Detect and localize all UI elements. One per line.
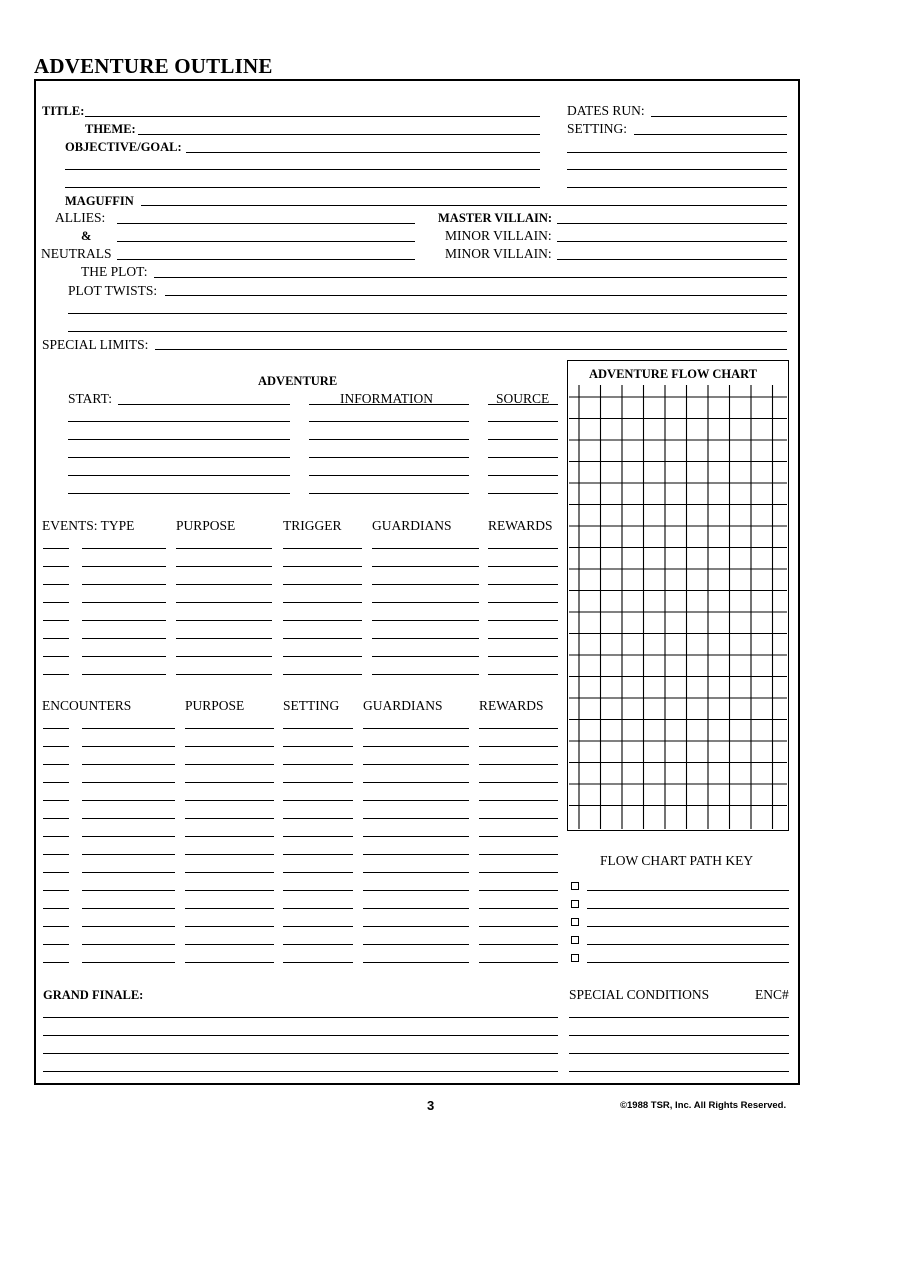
source-label: SOURCE [496,391,550,406]
the-plot-field[interactable] [154,277,787,278]
event-row-cell[interactable] [372,548,479,549]
master-villain-field[interactable] [557,223,787,224]
event-row-cell[interactable] [43,620,69,621]
minor-villain-label-2: MINOR VILLAIN: [445,246,552,261]
plot-twists-label: PLOT TWISTS: [68,283,158,298]
encounter-row-cell[interactable] [479,764,558,765]
encounter-row-cell[interactable] [82,854,175,855]
start-field[interactable] [118,404,290,405]
encounter-row-cell[interactable] [283,944,353,945]
setting-field-line-2[interactable] [567,152,787,153]
events-purpose-header: PURPOSE [176,518,236,533]
path-key-checkbox[interactable] [571,936,579,944]
encounter-row-cell[interactable] [283,728,353,729]
encounter-row-cell[interactable] [82,728,175,729]
special-conditions-line[interactable] [569,1053,789,1054]
encounter-row-cell[interactable] [283,836,353,837]
dates-run-field[interactable] [651,116,787,117]
encounter-row-cell[interactable] [363,746,469,747]
encounter-row-cell[interactable] [82,890,175,891]
event-row-cell[interactable] [176,656,272,657]
encounter-row-cell[interactable] [479,944,558,945]
event-row-cell[interactable] [488,566,558,567]
event-row-cell[interactable] [283,584,362,585]
encounter-row-cell[interactable] [479,908,558,909]
event-row-cell[interactable] [488,656,558,657]
encounter-row-cell[interactable] [479,818,558,819]
encounter-row-cell[interactable] [479,782,558,783]
event-row-cell[interactable] [43,566,69,567]
encounter-row-cell[interactable] [43,818,69,819]
encounter-row-cell[interactable] [363,836,469,837]
encounter-row-cell[interactable] [283,872,353,873]
event-row-cell[interactable] [176,566,272,567]
minor-villain-label-1: MINOR VILLAIN: [445,228,552,243]
objective-field-line-2[interactable] [65,169,540,170]
path-key-checkbox[interactable] [571,954,579,962]
encounters-header: ENCOUNTERS [42,698,132,713]
event-row-cell[interactable] [488,620,558,621]
event-row-cell[interactable] [82,638,166,639]
encounter-row-cell[interactable] [479,728,558,729]
ampersand-label: & [81,229,92,243]
encounter-row-cell[interactable] [479,926,558,927]
encounter-row-cell[interactable] [185,764,274,765]
event-row-cell[interactable] [176,584,272,585]
encounter-row-cell[interactable] [363,728,469,729]
adventure-row-line[interactable] [68,457,290,458]
event-row-cell[interactable] [43,656,69,657]
event-row-cell[interactable] [283,548,362,549]
allies-field-line-2[interactable] [117,241,415,242]
maguffin-label: MAGUFFIN [65,194,134,208]
information-row-line[interactable] [309,475,469,476]
event-row-cell[interactable] [372,566,479,567]
page-number: 3 [427,1098,435,1113]
encounter-row-cell[interactable] [363,782,469,783]
event-row-cell[interactable] [283,638,362,639]
event-row-cell[interactable] [488,674,558,675]
event-row-cell[interactable] [82,674,166,675]
source-row-line[interactable] [488,493,558,494]
path-key-checkbox[interactable] [571,900,579,908]
encounter-row-cell[interactable] [82,800,175,801]
encounter-row-cell[interactable] [43,872,69,873]
minor-villain-field-2[interactable] [557,259,787,260]
encounter-row-cell[interactable] [283,800,353,801]
source-row-line[interactable] [488,439,558,440]
event-row-cell[interactable] [488,584,558,585]
grand-finale-line[interactable] [43,1035,558,1036]
encounter-row-cell[interactable] [185,746,274,747]
encounter-row-cell[interactable] [82,944,175,945]
enc-number-label: ENC# [755,987,789,1002]
event-row-cell[interactable] [43,674,69,675]
event-row-cell[interactable] [43,548,69,549]
encounter-row-cell[interactable] [363,818,469,819]
information-row-line[interactable] [309,457,469,458]
encounter-row-cell[interactable] [363,908,469,909]
encounter-row-cell[interactable] [185,926,274,927]
special-conditions-label: SPECIAL CONDITIONS [569,987,710,1002]
event-row-cell[interactable] [82,566,166,567]
encounter-row-cell[interactable] [82,836,175,837]
special-conditions-line[interactable] [569,1035,789,1036]
neutrals-label: NEUTRALS [41,246,112,261]
encounter-row-cell[interactable] [43,944,69,945]
grand-finale-line[interactable] [43,1071,558,1072]
encounter-row-cell[interactable] [479,800,558,801]
information-field[interactable] [309,404,469,405]
information-label: INFORMATION [340,391,434,406]
event-row-cell[interactable] [372,620,479,621]
information-row-line[interactable] [309,421,469,422]
theme-label: THEME: [85,122,136,136]
event-row-cell[interactable] [82,602,166,603]
events-rewards-header: REWARDS [488,518,553,533]
event-row-cell[interactable] [283,674,362,675]
encounter-row-cell[interactable] [479,836,558,837]
encounter-row-cell[interactable] [185,890,274,891]
encounter-row-cell[interactable] [363,764,469,765]
special-conditions-line[interactable] [569,1017,789,1018]
event-row-cell[interactable] [372,638,479,639]
events-type-header: EVENTS: TYPE [42,518,135,533]
encounter-row-cell[interactable] [82,926,175,927]
encounters-purpose-header: PURPOSE [185,698,245,713]
special-limits-field[interactable] [155,349,787,350]
flow-chart-title: ADVENTURE FLOW CHART [589,367,758,381]
path-key-field[interactable] [587,926,789,927]
path-key-checkbox[interactable] [571,918,579,926]
encounter-row-cell[interactable] [82,764,175,765]
event-row-cell[interactable] [43,638,69,639]
encounter-row-cell[interactable] [43,764,69,765]
allies-field[interactable] [117,223,415,224]
objective-field[interactable] [186,152,540,153]
minor-villain-field-1[interactable] [557,241,787,242]
event-row-cell[interactable] [176,602,272,603]
encounter-row-cell[interactable] [185,962,274,963]
source-field[interactable] [488,404,558,405]
adventure-row-line[interactable] [68,493,290,494]
setting-field-line-3[interactable] [567,169,787,170]
event-row-cell[interactable] [43,584,69,585]
event-row-cell[interactable] [176,638,272,639]
encounter-row-cell[interactable] [283,962,353,963]
encounter-row-cell[interactable] [43,746,69,747]
encounters-rewards-header: REWARDS [479,698,544,713]
encounter-row-cell[interactable] [82,872,175,873]
encounter-row-cell[interactable] [283,854,353,855]
path-key-field[interactable] [587,944,789,945]
encounter-row-cell[interactable] [185,872,274,873]
event-row-cell[interactable] [176,620,272,621]
information-row-line[interactable] [309,439,469,440]
encounter-row-cell[interactable] [43,890,69,891]
event-row-cell[interactable] [283,602,362,603]
path-key-field[interactable] [587,962,789,963]
event-row-cell[interactable] [372,674,479,675]
grand-finale-line[interactable] [43,1017,558,1018]
encounter-row-cell[interactable] [479,962,558,963]
event-row-cell[interactable] [176,548,272,549]
event-row-cell[interactable] [372,584,479,585]
event-row-cell[interactable] [283,656,362,657]
encounter-row-cell[interactable] [363,854,469,855]
path-key-title: FLOW CHART PATH KEY [600,853,754,868]
neutrals-field[interactable] [117,259,415,260]
encounter-row-cell[interactable] [185,908,274,909]
encounter-row-cell[interactable] [82,908,175,909]
setting-field[interactable] [634,134,787,135]
event-row-cell[interactable] [488,638,558,639]
source-row-line[interactable] [488,475,558,476]
special-conditions-line[interactable] [569,1071,789,1072]
encounter-row-cell[interactable] [479,872,558,873]
path-key-checkbox[interactable] [571,882,579,890]
event-row-cell[interactable] [82,548,166,549]
event-row-cell[interactable] [82,620,166,621]
encounters-guardians-header: GUARDIANS [363,698,443,713]
event-row-cell[interactable] [372,656,479,657]
event-row-cell[interactable] [488,602,558,603]
encounter-row-cell[interactable] [363,926,469,927]
path-key-field[interactable] [587,908,789,909]
encounter-row-cell[interactable] [185,800,274,801]
page-title: ADVENTURE OUTLINE [34,54,273,78]
adventure-row-line[interactable] [68,439,290,440]
source-row-line[interactable] [488,421,558,422]
grand-finale-line[interactable] [43,1053,558,1054]
encounter-row-cell[interactable] [43,800,69,801]
encounter-row-cell[interactable] [283,908,353,909]
event-row-cell[interactable] [283,620,362,621]
encounter-row-cell[interactable] [185,944,274,945]
encounter-row-cell[interactable] [185,818,274,819]
theme-field[interactable] [138,134,540,135]
adventure-heading: ADVENTURE [258,374,338,388]
title-field[interactable] [85,116,540,117]
adventure-row-line[interactable] [68,421,290,422]
event-row-cell[interactable] [283,566,362,567]
encounter-row-cell[interactable] [363,872,469,873]
title-label: TITLE: [42,104,85,118]
setting-field-line-4[interactable] [567,187,787,188]
encounter-row-cell[interactable] [363,944,469,945]
event-row-cell[interactable] [176,674,272,675]
events-trigger-header: TRIGGER [283,518,342,533]
objective-label: OBJECTIVE/GOAL: [65,140,182,154]
dates-run-label: DATES RUN: [567,103,645,118]
plot-twists-field-line-3[interactable] [68,331,787,332]
encounter-row-cell[interactable] [43,836,69,837]
setting-label: SETTING: [567,121,627,136]
encounter-row-cell[interactable] [363,800,469,801]
encounter-row-cell[interactable] [283,818,353,819]
encounter-row-cell[interactable] [43,962,69,963]
event-row-cell[interactable] [488,548,558,549]
encounter-row-cell[interactable] [43,782,69,783]
event-row-cell[interactable] [43,602,69,603]
copyright-notice: ©1988 TSR, Inc. All Rights Reserved. [620,1100,787,1111]
encounter-row-cell[interactable] [479,854,558,855]
objective-field-line-3[interactable] [65,187,540,188]
encounter-row-cell[interactable] [185,854,274,855]
encounter-row-cell[interactable] [43,926,69,927]
encounter-row-cell[interactable] [363,890,469,891]
encounter-row-cell[interactable] [82,818,175,819]
event-row-cell[interactable] [372,602,479,603]
encounter-row-cell[interactable] [185,836,274,837]
grand-finale-label: GRAND FINALE: [43,988,144,1002]
plot-twists-field-line-2[interactable] [68,313,787,314]
encounter-row-cell[interactable] [82,962,175,963]
encounter-row-cell[interactable] [479,890,558,891]
encounter-row-cell[interactable] [185,782,274,783]
encounter-row-cell[interactable] [185,728,274,729]
events-guardians-header: GUARDIANS [372,518,452,533]
flow-chart-grid[interactable] [567,385,789,831]
encounter-row-cell[interactable] [82,746,175,747]
information-row-line[interactable] [309,493,469,494]
encounter-row-cell[interactable] [283,890,353,891]
encounter-row-cell[interactable] [283,746,353,747]
event-row-cell[interactable] [82,656,166,657]
encounter-row-cell[interactable] [283,764,353,765]
event-row-cell[interactable] [82,584,166,585]
maguffin-field[interactable] [141,205,787,206]
special-limits-label: SPECIAL LIMITS: [42,337,149,352]
source-row-line[interactable] [488,457,558,458]
encounter-row-cell[interactable] [43,728,69,729]
encounter-row-cell[interactable] [479,746,558,747]
path-key-field[interactable] [587,890,789,891]
encounter-row-cell[interactable] [363,962,469,963]
encounter-row-cell[interactable] [283,782,353,783]
encounter-row-cell[interactable] [283,926,353,927]
encounters-setting-header: SETTING [283,698,340,713]
master-villain-label: MASTER VILLAIN: [438,211,553,225]
start-label: START: [68,391,112,406]
allies-label: ALLIES: [55,210,106,225]
encounter-row-cell[interactable] [43,908,69,909]
plot-twists-field[interactable] [165,295,787,296]
encounter-row-cell[interactable] [82,782,175,783]
adventure-row-line[interactable] [68,475,290,476]
the-plot-label: THE PLOT: [81,264,148,279]
encounter-row-cell[interactable] [43,854,69,855]
